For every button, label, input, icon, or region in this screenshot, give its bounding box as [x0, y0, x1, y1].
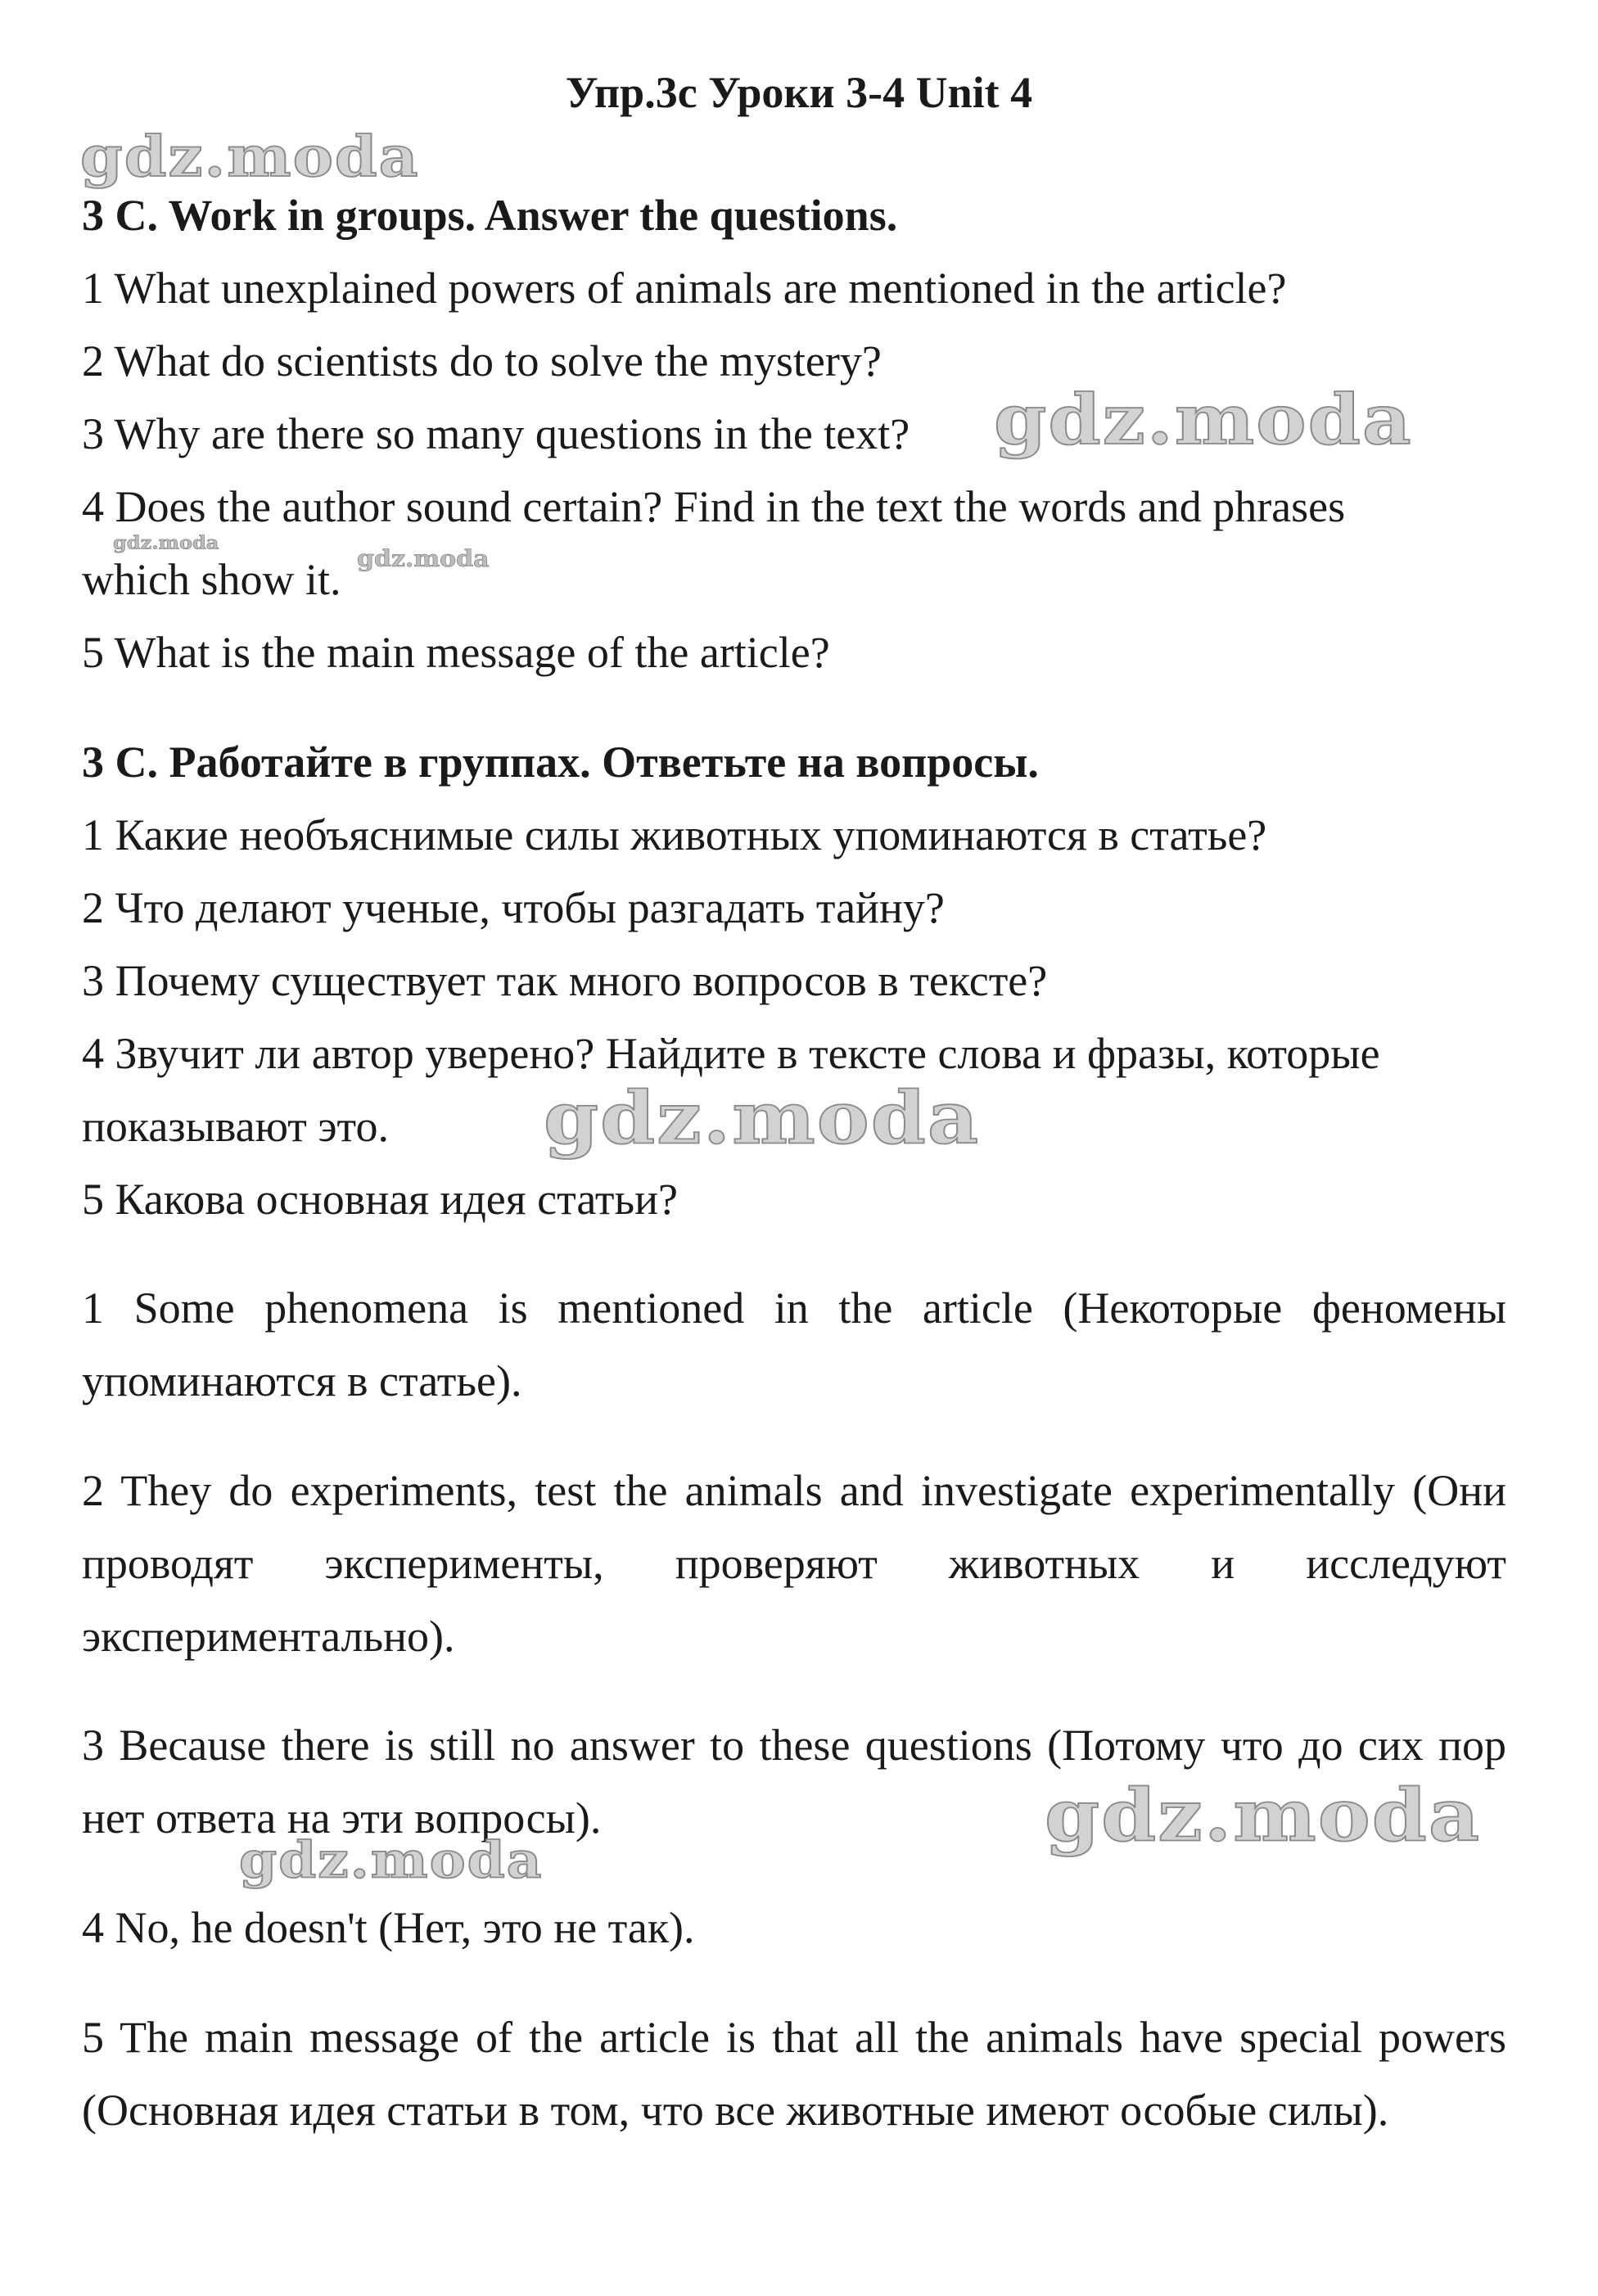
- watermark-logo: gdz.moda: [80, 124, 420, 190]
- russian-heading: 3 С. Работайте в группах. Ответьте на вопросы.: [82, 738, 1039, 787]
- answer-4: 4 No, he doesn't (Нет, это не так).: [82, 1903, 695, 1952]
- russian-question-2: 2 Что делают ученые, чтобы разгадать тайну?: [82, 883, 945, 932]
- answer-3: 3 Because there is still no answer to these questions (Потому что до сих пор нет ответа на эти вопросы).: [82, 1721, 1506, 1843]
- watermark-logo: gdz.moda: [994, 378, 1413, 460]
- page-title: Упр.3с Уроки 3-4 Unit 4: [565, 68, 1033, 117]
- russian-question-3: 3 Почему существует так много вопросов в тексте?: [82, 956, 1048, 1005]
- watermark-logo: gdz.moda: [1045, 1772, 1482, 1858]
- watermark-logo: gdz.moda: [544, 1075, 981, 1161]
- russian-question-5: 5 Какова основная идея статьи?: [82, 1175, 678, 1224]
- english-question-2: 2 What do scientists do to solve the mystery?: [82, 336, 882, 386]
- answer-2: 2 They do experiments, test the animals and investigate experimentally (Они проводят эксперименты, проверяют животных и исследуют экспериментально).: [82, 1466, 1506, 1661]
- russian-question-4-continued: показывают это.: [82, 1102, 389, 1151]
- russian-question-1: 1 Какие необъяснимые силы животных упоминаются в статье?: [82, 810, 1267, 859]
- watermark-logo: gdz.moda: [239, 1830, 544, 1890]
- watermark-logo-small: gdz.moda: [357, 546, 490, 573]
- answer-5: 5 The main message of the article is that all the animals have special powers (Основная идея статьи в том, что все животные имеют особые силы).: [82, 2013, 1506, 2135]
- answer-1: 1 Some phenomena is mentioned in the article (Некоторые феномены упоминаются в статье).: [82, 1283, 1506, 1405]
- english-question-3: 3 Why are there so many questions in the text?: [82, 409, 910, 458]
- watermark-logo-small: gdz.moda: [113, 531, 219, 553]
- russian-question-4: 4 Звучит ли автор уверено? Найдите в тексте слова и фразы, которые: [82, 1029, 1380, 1078]
- english-heading: 3 C. Work in groups. Answer the questions.: [82, 191, 898, 240]
- english-question-4: 4 Does the author sound certain? Find in the text the words and phrases: [82, 482, 1346, 531]
- english-question-1: 1 What unexplained powers of animals are mentioned in the article?: [82, 264, 1287, 313]
- english-question-4-continued: which show it.: [82, 555, 341, 604]
- english-question-5: 5 What is the main message of the article?: [82, 628, 830, 677]
